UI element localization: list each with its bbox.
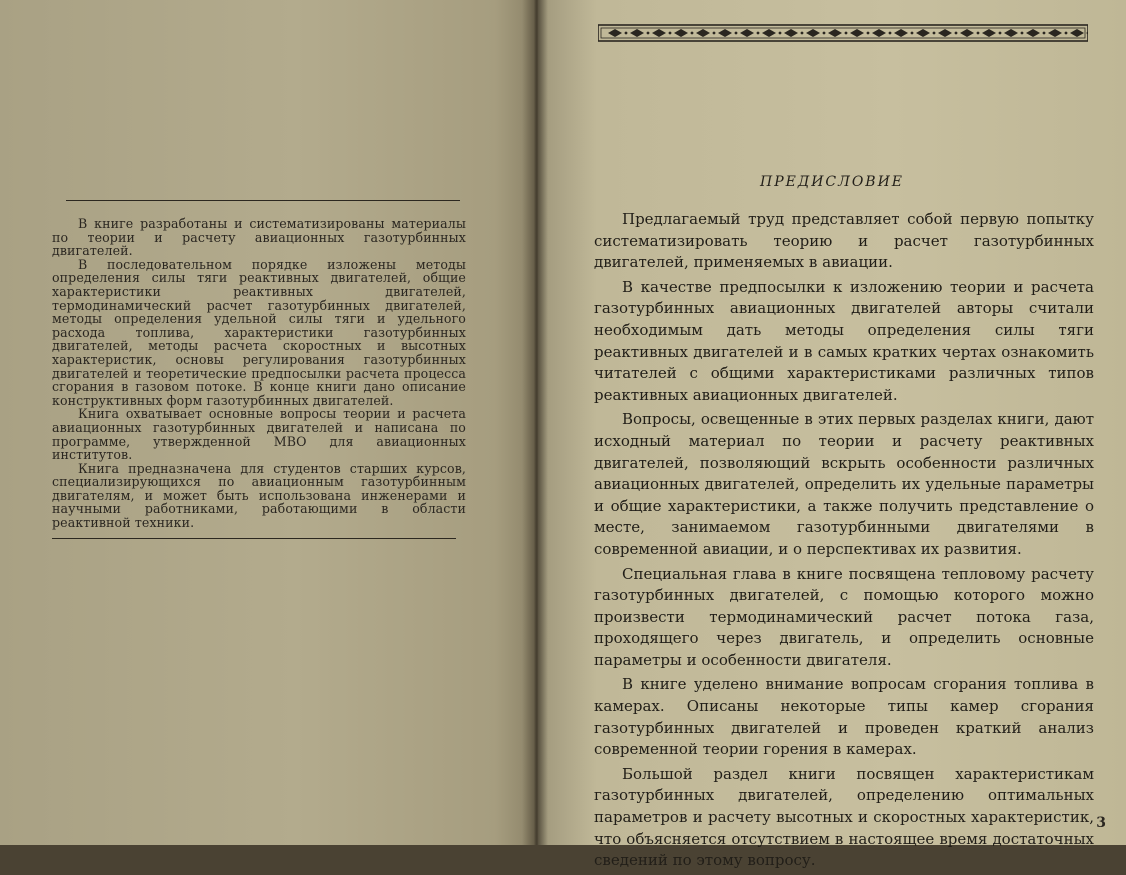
preface-paragraph: В качестве предпосылки к изложению теории и расчета газотурбинных авиационных двигателей авторы считали необходимым дать методы определения силы тяги реактивных двигателей и в самых кратких чертах ознакомить читателей с общими характеристиками различных типов реактивных авиационных двигателей.: [594, 277, 1094, 404]
page-number: 3: [1096, 815, 1106, 831]
ornament-diamond: [1026, 29, 1040, 37]
ornament-dot: [669, 32, 672, 35]
ornament-diamond: [652, 29, 666, 37]
ornament-dot: [625, 32, 628, 35]
ornament-dot: [691, 32, 694, 35]
ornament-dot: [845, 32, 848, 35]
ornament-dot: [889, 32, 892, 35]
ornament-dot: [801, 32, 804, 35]
ornament-diamond: [784, 29, 798, 37]
abstract-paragraph: Книга охватывает основные вопросы теории и расчета авиационных газотурбинных двигателей и написана по программе, утвержденной МВО для авиационных институтов.: [52, 406, 466, 463]
ornament-diamond: [608, 29, 622, 37]
ornament-dot: [779, 32, 782, 35]
preface-paragraph: В книге уделено внимание вопросам сгорания топлива в камерах. Описаны некоторые типы камер сгорания газотурбинных двигателей и проведен краткий анализ современной теории горения в камерах.: [594, 675, 1094, 759]
left-page: [0, 0, 538, 845]
ornament-dot: [1065, 32, 1068, 35]
ornament-diamond: [806, 29, 820, 37]
ornament-diamond: [630, 29, 644, 37]
ornament-diamond: [960, 29, 974, 37]
ornament-dot: [1021, 32, 1024, 35]
preface-paragraph: Большой раздел книги посвящен характеристикам газотурбинных двигателей, определению оптимальных параметров и расчету высотных и скоростных характеристик, что объясняется отсутствием в настоящее время достаточных сведений по этому вопросу.: [594, 764, 1094, 870]
ornament-diamond: [828, 29, 842, 37]
ornament-diamond: [718, 29, 732, 37]
ornament-diamond: [696, 29, 710, 37]
ornament-dot: [911, 32, 914, 35]
abstract-bottom-rule: [52, 538, 456, 539]
abstract-paragraph: Книга предназначена для студентов старших курсов, специализирующихся по авиационным газотурбинным двигателям, и может быть использована инженерами и научными работниками, работающими в области реактивной техники.: [52, 460, 466, 531]
ornament-diamond: [674, 29, 688, 37]
abstract-block: [52, 200, 466, 539]
ornament-diamond: [1048, 29, 1062, 37]
ornament-dot: [1087, 32, 1088, 35]
decorative-border-ornament: [598, 22, 1088, 44]
ornament-dot: [977, 32, 980, 35]
ornament-diamond: [762, 29, 776, 37]
ornament-dot: [713, 32, 716, 35]
ornament-diamond: [1070, 29, 1084, 37]
abstract-paragraph: В последовательном порядке изложены методы определения силы тяги реактивных двигателей, общие характеристики реактивных двигателей, термодинамический расчет газотурбинных двигателей, методы определения удельной силы тяги и удельного расхода топлива, характеристики газотурбинных двигателей, методы расчета скоростных и высотных характеристик, основы регулирования газотурбинных двигателей и теоретические предпосылки расчета процесса сгорания в газовом потоке. В конце книги дано описание конструктивных форм газотурбинных двигателей.: [52, 256, 466, 408]
ornament-diamond: [916, 29, 930, 37]
preface-paragraph: Вопросы, освещенные в этих первых разделах книги, дают исходный материал по теории и расчету реактивных двигателей, позволяющий вскрыть особенности различных авиационных двигателей, определить их удельные параметры и общие характеристики, а также получить представление о месте, занимаемом газотурбинными двигателями в современной авиации, и о перспективах их развития.: [594, 410, 1094, 558]
preface-body: [594, 209, 1094, 875]
ornament-diamond: [872, 29, 886, 37]
ornament-dot: [933, 32, 936, 35]
ornament-dot: [999, 32, 1002, 35]
ornament-dot: [647, 32, 650, 35]
ornament-dot: [735, 32, 738, 35]
ornament-dot: [955, 32, 958, 35]
abstract-paragraph: В книге разработаны и систематизированы материалы по теории и расчету авиационных газотурбинных двигателей.: [52, 216, 466, 259]
preface-paragraph: Специальная глава в книге посвящена тепловому расчету газотурбинных двигателей, с помощью которого можно произвести термодинамический расчет потока газа, проходящего через двигатель, и определить основные параметры и особенности двигателя.: [594, 564, 1094, 669]
preface-title: ПРЕДИСЛОВИЕ: [759, 174, 905, 190]
ornament-dot: [1043, 32, 1046, 35]
ornament-diamond: [982, 29, 996, 37]
ornament-diamond: [938, 29, 952, 37]
ornament-dot: [867, 32, 870, 35]
ornament-diamond: [894, 29, 908, 37]
abstract-body: [52, 217, 466, 530]
ornament-dot: [823, 32, 826, 35]
preface-paragraph: Предлагаемый труд представляет собой первую попытку систематизировать теорию и расчет газотурбинных двигателей, применяемых в авиации.: [594, 210, 1094, 272]
ornament-diamond: [850, 29, 864, 37]
ornament-diamond: [740, 29, 754, 37]
book-gutter-shadow: [522, 0, 548, 845]
ornament-diamond: [1004, 29, 1018, 37]
ornament-dot: [757, 32, 760, 35]
abstract-top-rule: [66, 200, 460, 201]
